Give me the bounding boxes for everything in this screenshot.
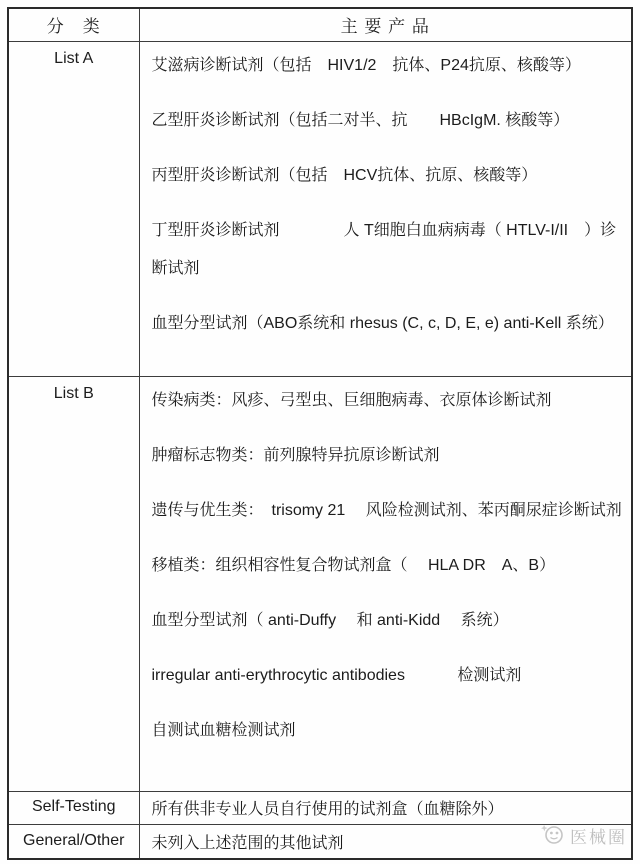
product-item: 艾滋病诊断试剂（包括 HIV1/2 抗体、P24抗原、核酸等） [151,56,581,74]
mascot-logo-icon [539,822,567,848]
product-item: 丙型肝炎诊断试剂（包括 HCV抗体、抗原、核酸等） [151,166,538,184]
table-row-list-a [8,41,632,376]
products-cell [139,376,632,791]
products-cell [139,791,632,824]
product-item: 血型分型试剂（ anti-Duffy 和 anti-Kidd 系统） [151,611,509,629]
table-row-list-b [8,376,632,791]
category-label: List A [8,41,139,376]
table-row-self-testing [8,791,632,824]
column-header-products: 主 要 产 品 [139,8,632,41]
table-header-row [8,8,632,41]
watermark-label: 医械圈 [570,827,627,847]
product-item: 未列入上述范围的其他试剂 [151,834,344,852]
category-label: List B [8,376,139,791]
product-item: 所有供非专业人员自行使用的试剂盒（血糖除外） [151,801,504,818]
product-item: 遗传与优生类： trisomy 21 风险检测试剂、苯丙酮尿症诊断试剂 [151,501,622,519]
product-item: 丁型肝炎诊断试剂 人 T细胞白血病病毒（ HTLV-I/II ）诊断试剂 [151,221,617,277]
product-item: 乙型肝炎诊断试剂（包括二对半、抗 HBcIgM. 核酸等） [151,111,570,129]
ivd-classification-table [7,7,633,860]
product-item: 传染病类：风疹、弓型虫、巨细胞病毒、衣原体诊断试剂 [151,391,552,409]
product-item: irregular anti-erythrocytic antibodies 检测试剂 [151,666,522,684]
watermark [539,822,627,848]
products-cell [139,41,632,376]
column-header-category: 分 类 [8,8,139,41]
product-item: 血型分型试剂（ABO系统和 rhesus (C, c, D, E, e) anti-Kell 系统） [151,314,614,332]
product-item: 自测试血糖检测试剂 [151,721,296,739]
product-item: 肿瘤标志物类：前列腺特异抗原诊断试剂 [151,446,440,464]
category-label: General/Other [8,824,139,859]
product-item: 移植类：组织相容性复合物试剂盒（ HLA DR A、B） [151,556,556,574]
category-label: Self-Testing [8,791,139,824]
